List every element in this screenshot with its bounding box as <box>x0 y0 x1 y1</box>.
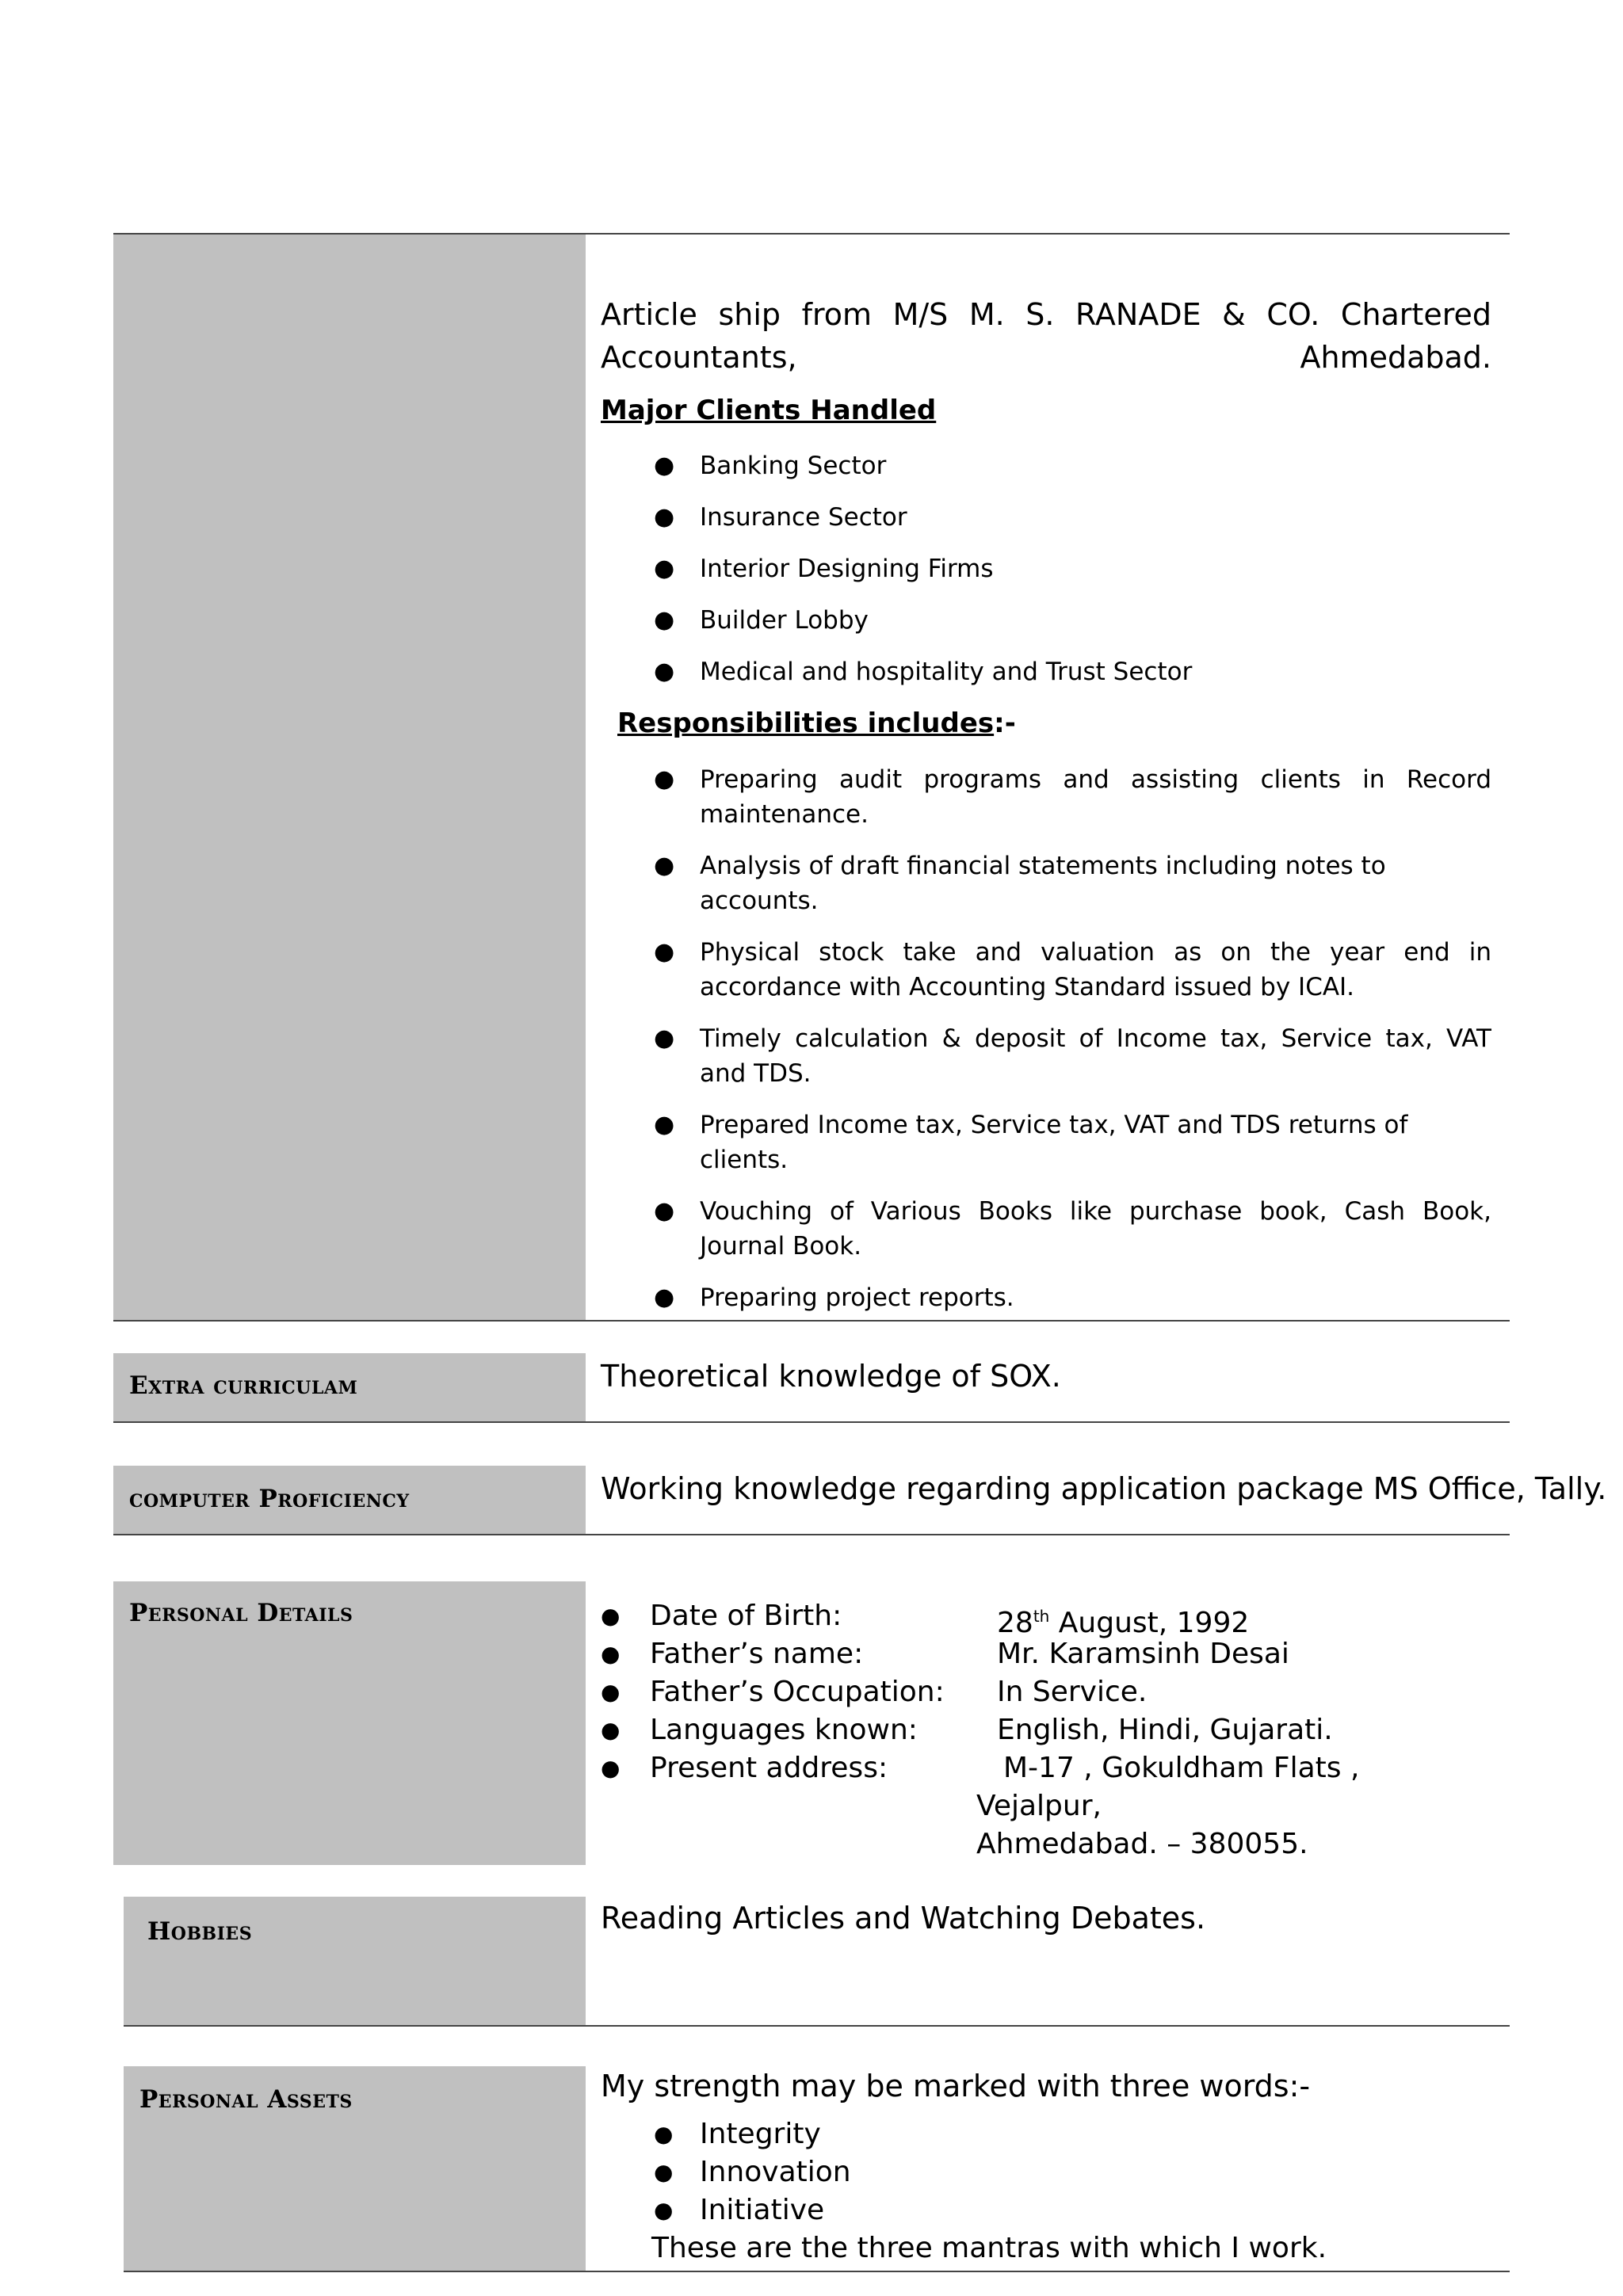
address-line-2: Vejalpur, <box>976 1790 1102 1822</box>
clients-heading: Major Clients Handled <box>601 395 937 426</box>
list-item: ● Preparing project reports. <box>654 1283 1014 1312</box>
list-item: ● Integrity <box>654 2118 821 2150</box>
list-item: ● Initiative <box>654 2194 825 2226</box>
assets-intro: My strength may be marked with three words:- <box>601 2069 1311 2103</box>
list-item: ● Physical stock take and valuation as on the year end in accordance with Accounting Standard issued by ICAI. <box>654 938 1491 1001</box>
address-line-3: Ahmedabad. – 380055. <box>976 1828 1308 1860</box>
list-item: ● Preparing audit programs and assisting clients in Record maintenance. <box>654 765 1491 829</box>
list-item: ● Interior Designing Firms <box>654 555 994 583</box>
computer-label: computer Proficiency <box>129 1485 410 1513</box>
list-item: ● Innovation <box>654 2156 851 2188</box>
list-item: ● Insurance Sector <box>654 503 907 532</box>
list-item: ● Banking Sector <box>654 452 887 480</box>
list-item: ● Timely calculation & deposit of Income tax, Service tax, VAT and TDS. <box>654 1024 1491 1088</box>
list-item: ● Builder Lobby <box>654 606 869 635</box>
computer-text: Working knowledge regarding application package MS Office, Tally. <box>601 1471 1607 1506</box>
list-item: ● Vouching of Various Books like purchase book, Cash Book, Journal Book. <box>654 1197 1491 1261</box>
experience-intro: Article ship from M/S M. S. RANADE & CO. Chartered Accountants, Ahmedabad. <box>601 297 1491 375</box>
responsibilities-heading: Responsibilities includes:- <box>617 707 1016 739</box>
extra-bottom-rule <box>113 1421 1510 1423</box>
experience-bottom-rule <box>113 1320 1510 1322</box>
experience-sidebar <box>113 235 586 1320</box>
hobbies-text: Reading Articles and Watching Debates. <box>601 1901 1206 1936</box>
personal-label: Personal Details <box>129 1599 353 1627</box>
extra-label: Extra curriculam <box>129 1371 358 1400</box>
hobbies-label: Hobbies <box>147 1917 253 1946</box>
assets-list <box>654 2115 851 2229</box>
list-item: ● Prepared Income tax, Service tax, VAT and TDS returns of clients. <box>654 1111 1408 1174</box>
list-item: ● Analysis of draft financial statements including notes to accounts. <box>654 852 1386 915</box>
list-item: ● Medical and hospitality and Trust Sector <box>654 658 1193 686</box>
assets-outro: These are the three mantras with which I work. <box>651 2232 1327 2264</box>
hobbies-bottom-rule <box>124 2025 1510 2027</box>
clients-list <box>654 448 1492 706</box>
hobbies-label-box <box>124 1897 586 2025</box>
extra-text: Theoretical knowledge of SOX. <box>601 1359 1061 1394</box>
computer-bottom-rule <box>113 1534 1510 1535</box>
assets-label: Personal Assets <box>139 2085 353 2114</box>
assets-bottom-rule <box>124 2271 1510 2272</box>
responsibilities-list <box>654 762 1491 1332</box>
